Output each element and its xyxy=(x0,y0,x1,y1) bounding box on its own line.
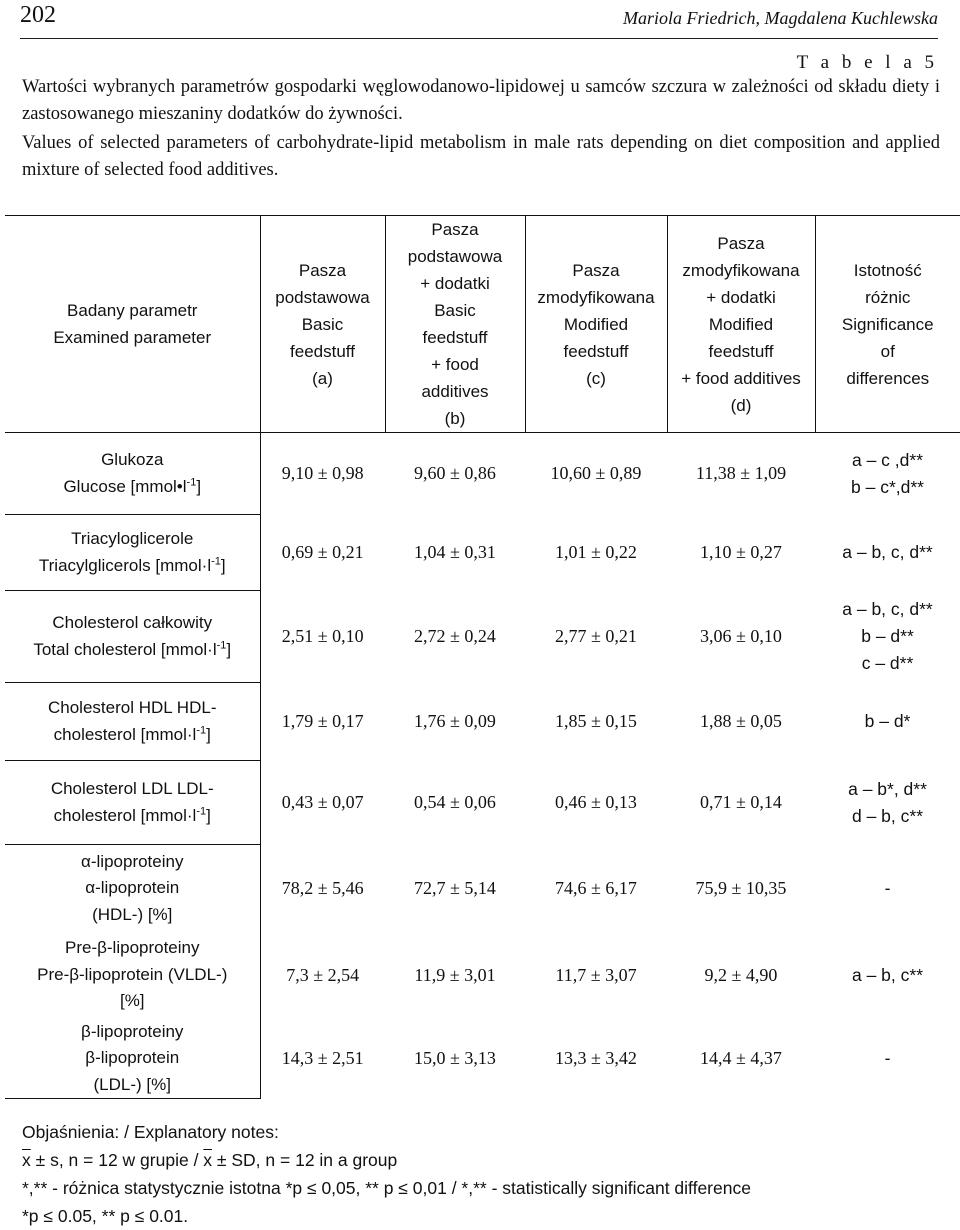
mean-symbol: $\overline{x}$ xyxy=(203,1150,213,1170)
header-line: differences xyxy=(846,368,930,388)
header-line: Basic xyxy=(434,301,476,320)
value-cell-c: 1,85 ± 0,15 xyxy=(555,711,637,731)
header-line: + dodatki xyxy=(706,287,776,307)
value-cell-b: 11,9 ± 3,01 xyxy=(414,964,496,985)
header-line: Basic xyxy=(301,314,344,334)
parameter-cell: Pre-β-lipoproteiny Pre-β-lipoprotein (VLDL-) [%] xyxy=(5,932,260,1019)
header-line: Istotność xyxy=(853,260,922,280)
parameter-cell: Triacyloglicerole Triacylglicerols $[mmol\cdot l^{-1}]$ xyxy=(5,515,260,591)
notes-line-1 xyxy=(22,1146,940,1174)
parameter-cell: β-lipoproteiny β-lipoprotein (LDL-) [%] xyxy=(5,1019,260,1099)
header-basic-feedstuff xyxy=(260,216,385,433)
value-cell-d: 1,88 ± 0,05 xyxy=(700,711,782,731)
explanatory-notes xyxy=(22,1118,940,1230)
value-cell-b: 2,72 ± 0,24 xyxy=(414,626,496,646)
value-cell-c: 10,60 ± 0,89 xyxy=(550,463,642,484)
value-cell-d: 3,06 ± 0,10 xyxy=(700,626,782,646)
notes-line-2: *,** - różnica statystycznie istotna *p ≤ 0,05, ** p ≤ 0,01 / *,** - statistically significant difference xyxy=(22,1178,751,1198)
header-line: Examined parameter xyxy=(53,328,212,347)
header-line: Significance xyxy=(841,314,934,334)
header-line: Modified xyxy=(563,314,629,334)
header-line: (b) xyxy=(444,409,466,428)
header-line: (d) xyxy=(730,395,752,415)
header-line: Pasza xyxy=(717,233,765,253)
value-cell-c: 1,01 ± 0,22 xyxy=(555,542,637,562)
value-cell-a: 2,51 ± 0,10 xyxy=(281,626,364,646)
value-cell-a: 14,3 ± 2,51 xyxy=(281,1048,364,1068)
table-row xyxy=(5,932,960,1019)
value-cell-b: 1,76 ± 0,09 xyxy=(414,711,496,731)
header-basic-feedstuff-additives xyxy=(385,216,525,433)
header-line: Badany parametr xyxy=(67,301,198,320)
notes-line-1-pl: ± s, n = 12 w grupie / xyxy=(30,1150,204,1170)
mean-symbol: $\overline{x}$ xyxy=(22,1150,31,1170)
significance-cell: a – b, c, d** b – d** c – d** xyxy=(842,599,933,673)
header-line: of xyxy=(880,341,895,361)
table-row xyxy=(5,515,960,591)
significance-cell: a – b, c** xyxy=(851,964,924,985)
parameter-cell: α-lipoproteiny α-lipoprotein (HDL-) [%] xyxy=(5,845,260,932)
significance-cell: a – b, c, d** xyxy=(842,542,933,562)
value-cell-a: 78,2 ± 5,46 xyxy=(281,877,364,898)
significance-cell: - xyxy=(884,877,891,898)
significance-cell: b – d* xyxy=(864,711,911,731)
header-line: + food additives xyxy=(681,368,801,388)
value-cell-d: 1,10 ± 0,27 xyxy=(700,542,782,562)
value-cell-d: 0,71 ± 0,14 xyxy=(700,792,782,812)
header-line: + dodatki xyxy=(420,274,490,293)
notes-line-3: *p ≤ 0.05, ** p ≤ 0.01. xyxy=(22,1206,189,1226)
header-line: (a) xyxy=(312,368,333,388)
notes-line-1-en: ± SD, n = 12 in a group xyxy=(212,1150,398,1170)
value-cell-d: 14,4 ± 4,37 xyxy=(700,1048,782,1068)
header-line: (c) xyxy=(586,368,606,388)
table-header-row xyxy=(5,216,960,433)
header-line: + food xyxy=(431,355,479,374)
value-cell-b: 15,0 ± 3,13 xyxy=(414,1048,496,1068)
significance-cell: a – c ,d** b – c*,d** xyxy=(851,449,924,497)
value-cell-c: 74,6 ± 6,17 xyxy=(555,877,637,898)
table-row xyxy=(5,1019,960,1099)
caption-polish: Wartości wybranych parametrów gospodarki węglowodanowo-lipidowej u samców szczura w zależności od składu diety i zastosowanego mieszaniny dodatków do żywności. xyxy=(22,77,940,124)
results-table xyxy=(5,215,960,1099)
header-line: Pasza xyxy=(431,220,479,239)
value-cell-c: 13,3 ± 3,42 xyxy=(555,1048,637,1068)
value-cell-a: 0,43 ± 0,07 xyxy=(281,792,364,812)
header-line: feedstuff xyxy=(708,341,774,361)
table-row xyxy=(5,683,960,761)
value-cell-a: 1,79 ± 0,17 xyxy=(281,711,364,731)
unit-exponent: -1 xyxy=(196,723,207,736)
value-cell-a: 7,3 ± 2,54 xyxy=(286,964,360,985)
header-line: feedstuff xyxy=(422,328,488,347)
parameter-cell: Cholesterol całkowity Total cholesterol $[mmol\cdot l^{-1}]$ xyxy=(5,591,260,683)
value-cell-b: 0,54 ± 0,06 xyxy=(414,792,496,812)
value-cell-a: 9,10 ± 0,98 xyxy=(281,463,364,484)
page-header xyxy=(20,2,938,39)
header-line: Pasza xyxy=(572,260,620,280)
value-cell-b: 72,7 ± 5,14 xyxy=(414,877,496,898)
header-line: Pasza xyxy=(298,260,347,280)
parameter-cell: Cholesterol HDL HDL- cholesterol $[mmol\cdot l^{-1}]$ xyxy=(5,683,260,761)
significance-cell: - xyxy=(884,1048,891,1068)
header-significance xyxy=(815,216,960,433)
header-modified-feedstuff-additives xyxy=(667,216,815,433)
value-cell-c: 2,77 ± 0,21 xyxy=(555,626,637,646)
page-number: 202 xyxy=(20,2,56,28)
parameter-cell: Cholesterol LDL LDL- cholesterol $[mmol\cdot l^{-1}]$ xyxy=(5,761,260,845)
unit-exponent: -1 xyxy=(211,554,221,567)
table-body xyxy=(5,433,960,1099)
value-cell-d: 11,38 ± 1,09 xyxy=(695,463,787,484)
significance-cell: a – b*, d** d – b, c** xyxy=(848,778,927,826)
header-line: podstawowa xyxy=(407,247,503,266)
value-cell-d: 75,9 ± 10,35 xyxy=(695,877,787,898)
notes-title: Objaśnienia: / Explanatory notes: xyxy=(22,1122,279,1142)
header-line: Modified xyxy=(708,314,774,334)
header-line: feedstuff xyxy=(290,341,355,361)
caption-english: Values of selected parameters of carbohydrate-lipid metabolism in male rats depending on diet composition and applied mixture of selected food additives. xyxy=(22,133,940,180)
value-cell-a: 0,69 ± 0,21 xyxy=(281,542,364,562)
header-modified-feedstuff xyxy=(525,216,667,433)
running-head-authors: Mariola Friedrich, Magdalena Kuchlewska xyxy=(623,8,938,28)
value-cell-d: 9,2 ± 4,90 xyxy=(704,964,778,985)
header-line: podstawowa xyxy=(275,287,370,307)
header-parameter xyxy=(5,216,260,433)
table-row xyxy=(5,761,960,845)
unit-exponent: -1 xyxy=(216,638,227,651)
header-line: additives xyxy=(421,382,489,401)
value-cell-b: 9,60 ± 0,86 xyxy=(414,463,496,484)
value-cell-b: 1,04 ± 0,31 xyxy=(414,542,496,562)
value-cell-c: 0,46 ± 0,13 xyxy=(555,792,637,812)
header-line: zmodyfikowana xyxy=(682,260,800,280)
header-line: zmodyfikowana xyxy=(537,287,655,307)
table-row xyxy=(5,591,960,683)
unit-exponent: -1 xyxy=(186,475,197,488)
value-cell-c: 11,7 ± 3,07 xyxy=(555,964,637,985)
header-line: feedstuff xyxy=(563,341,629,361)
parameter-cell: Glukoza Glucose $[mmol•l^{-1}]$ xyxy=(5,433,260,515)
table-row xyxy=(5,433,960,515)
unit-exponent: -1 xyxy=(196,804,207,817)
table-row xyxy=(5,845,960,932)
table-label: T a b e l a 5 xyxy=(796,52,938,73)
header-line: różnic xyxy=(865,287,911,307)
